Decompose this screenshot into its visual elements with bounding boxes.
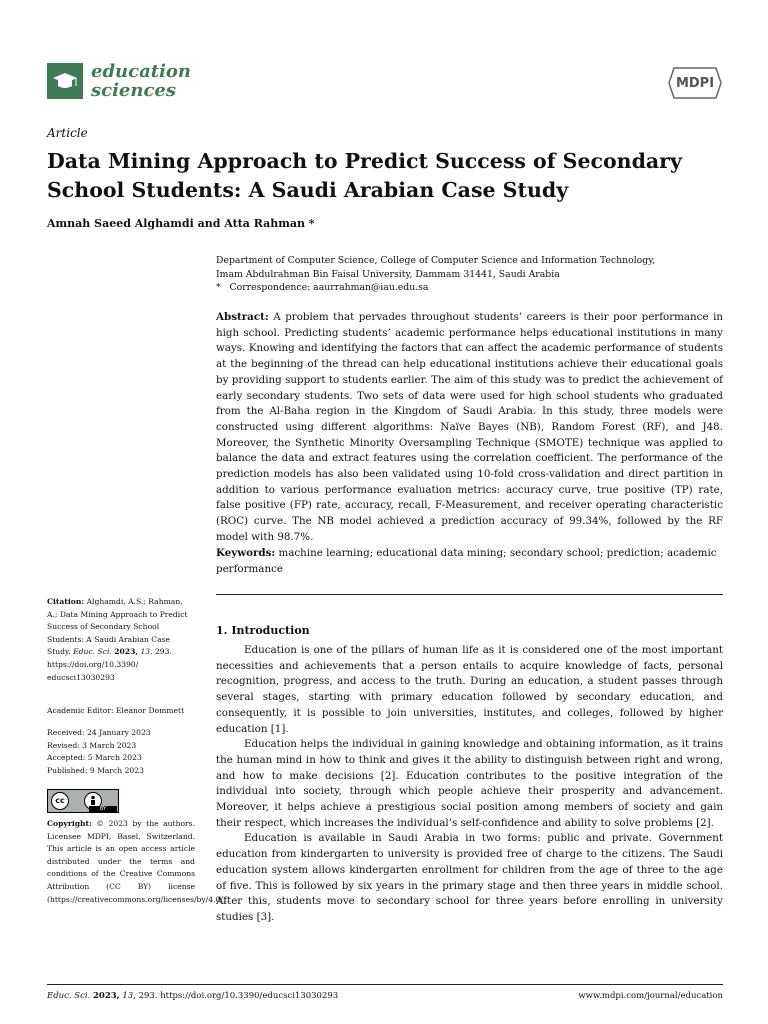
copyright-text: © 2023 by the authors. Licensee MDPI, Basel, Switzerland. This article is an open access article distributed under the terms and conditions of the Creative Commons Attribution (CC BY) license (https://creativecommons.org/licenses/by/4.0/). (47, 819, 229, 904)
graduation-cap-icon (47, 63, 83, 99)
introduction-heading: 1. Introduction (216, 624, 310, 637)
introduction-body (216, 643, 723, 926)
citation-volume: 13, (140, 647, 153, 657)
citation-journal: Educ. Sci. (73, 647, 112, 657)
revised-date: Revised: 3 March 2023 (47, 740, 137, 750)
keywords-label: Keywords: (216, 547, 276, 559)
citation-text: Alghamdi, A.S.; Rahman, A.; Data Mining Approach to Predict Success of Secondary School Students: A Saudi Arabian Case Study. (47, 597, 188, 657)
by-label: BY (89, 806, 117, 812)
footer-journal: Educ. Sci. (47, 991, 91, 1001)
affiliation (216, 254, 726, 295)
abstract-label: Abstract: (216, 311, 269, 323)
correspondence-email: Correspondence: aaurrahman@iau.edu.sa (229, 282, 429, 294)
journal-logo (47, 63, 83, 99)
abstract (216, 310, 723, 546)
published-date: Published: 9 March 2023 (47, 765, 144, 775)
cc-icon: cc (51, 792, 69, 810)
journal-name (91, 62, 191, 100)
publisher-name: MDPI (675, 76, 715, 91)
keywords-text: machine learning; educational data mining; secondary school; prediction; academic performance (216, 547, 717, 575)
correspondence (216, 281, 726, 295)
section-divider (216, 594, 723, 595)
received-date: Received: 24 January 2023 (47, 728, 151, 737)
citation-year: 2023, (114, 647, 139, 657)
footer-volume: 13, (122, 991, 136, 1001)
intro-paragraph: Education is one of the pillars of human life as it is considered one of the most important necessities and achievements that a person entails to acquire knowledge of facts, personal recognition, progress, and access to the truth. During an education, a student passes through several stages, starting with primary education followed by secondary education, and consequently, it is possible to join universities, institutes, and colleges, followed by higher education [1]. (216, 644, 723, 735)
publisher-logo (668, 67, 722, 99)
intro-paragraph: Education is available in Saudi Arabia in two forms: public and private. Government education from kindergarten to university is provided free of charge to the citizens. The Saudi education system allows kindergarten enrollment for children from the age of three to the age of five. This is followed by six years in the primary stage and then three years in middle school. After this, students move to secondary school for three years before enrolling in university studies [3]. (216, 832, 723, 923)
article-type: Article (47, 126, 88, 140)
footer-divider (47, 984, 723, 985)
keywords (216, 546, 723, 577)
footer-doi[interactable]: 293. https://doi.org/10.3390/educsci13030293 (138, 991, 339, 1001)
citation-doi[interactable]: 293. https://doi.org/10.3390/ educsci13030293 (47, 647, 172, 682)
affiliation-line1: Department of Computer Science, College of Computer Science and Information Technology, (216, 255, 656, 266)
correspondence-mark: * (216, 282, 221, 294)
journal-name-line1: education (91, 61, 191, 82)
copyright-label: Copyright: (47, 819, 92, 828)
abstract-text: A problem that pervades throughout students’ careers is their poor performance in high school. Predicting students’ academic performance helps educational institutions in many ways. Knowing and identifying the factors that can affect the academic performance of students at the beginning of the thread can help educational institutions achieve their educational goals by providing support to students earlier. The aim of this study was to predict the achievement of early secondary students. Two sets of data were used for high school students who graduated from the Al-Baha region in the Kingdom of Saudi Arabia. In this study, three models were constructed using different algorithms: Naïve Bayes (NB), Random Forest (RF), and J48. Moreover, the Synthetic Minority Oversampling Technique (SMOTE) technique was applied to balance the data and extract features using the correlation coefficient. The performance of the prediction models has also been validated using 10-fold cross-validation and direct partition in addition to various performance evaluation metrics: accuracy curve, true positive (TP) rate, false positive (FP) rate, accuracy, recall, F-Measurement, and receiver operating characteristic (ROC) curve. The NB model achieved a prediction accuracy of 99.34%, followed by the RF model with 98.7%. (216, 311, 724, 543)
authors: Amnah Saeed Alghamdi and Atta Rahman * (47, 217, 315, 230)
accepted-date: Accepted: 5 March 2023 (47, 753, 142, 763)
citation-label: Citation: (47, 597, 85, 606)
affiliation-line2: Imam Abdulrahman Bin Faisal University, Dammam 31441, Saudi Arabia (216, 268, 560, 280)
citation (47, 596, 195, 684)
cc-by-license-badge[interactable] (47, 789, 119, 813)
intro-paragraph: Education helps the individual in gaining knowledge and obtaining information, as it trains the human mind in how to think and gives it the ability to distinguish between right and wrong, and how to make decisions [2]. Education contributes to the positive integration of the individual into society, through which people achieve their prosperity and advancement. Moreover, it helps achieve a prestigious social position among members of society and gain their respect, which increases the individual’s self-confidence and ability to solve problems [2]. (216, 738, 723, 829)
paper-title: Data Mining Approach to Predict Success of Secondary School Students: A Saudi Arabian Case Study (47, 149, 682, 202)
copyright (47, 818, 229, 906)
academic-editor: Academic Editor: Eleanor Dommett (47, 706, 185, 715)
footer-url[interactable]: www.mdpi.com/journal/education (578, 991, 723, 1001)
dates (47, 727, 195, 777)
footer-citation (47, 991, 338, 1001)
footer-year: 2023, (93, 991, 120, 1001)
journal-name-line2: sciences (91, 80, 177, 101)
